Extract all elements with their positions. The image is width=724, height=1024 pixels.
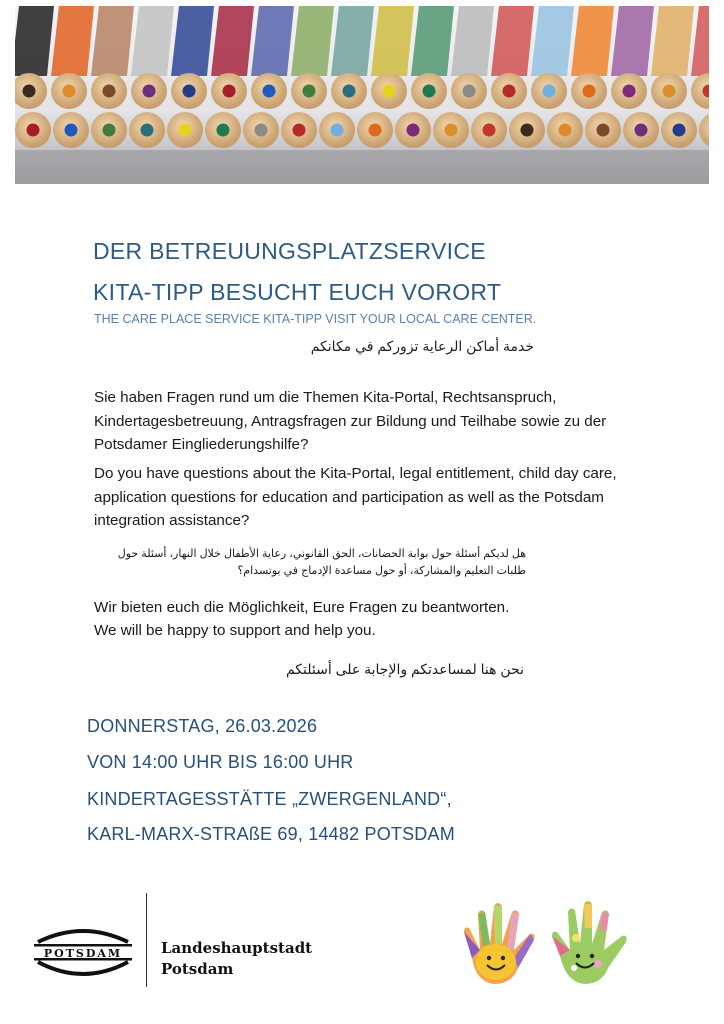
city-line2: Potsdam (161, 960, 234, 978)
question-paragraph-english: Do you have questions about the Kita-Portal, legal entitlement, child day care, application questions for education and participation as well as the Potsdam integration assistance? (94, 465, 617, 529)
subtitle-english: THE CARE PLACE SERVICE KITA-TIPP VISIT YOUR LOCAL CARE CENTER. (94, 312, 537, 326)
pencils-illustration (15, 6, 709, 184)
offer-text-english: We will be happy to support and help you. (94, 622, 376, 639)
footer-divider (146, 893, 147, 987)
left-hand-icon (464, 903, 535, 984)
page-title-line1: DER BETREUUNGSPLATZSERVICE (93, 238, 486, 264)
event-date: DONNERSTAG, 26.03.2026 (87, 716, 318, 736)
right-hand-icon (552, 901, 627, 984)
event-address: KARL-MARX-STRAßE 69, 14482 POTSDAM (87, 824, 455, 844)
page-title-line2: KITA-TIPP BESUCHT EUCH VORORT (93, 279, 502, 305)
question-paragraph-arabic: هل لديكم أسئلة حول بوابة الحضانات، الحق القانوني، رعاية الأطفال خلال النهار، أسئلة حول طلبات التعليم والمشاركة، أو حول مساعدة الإدماج في بوتسدام؟ (117, 548, 526, 577)
subtitle-arabic: خدمة أماكن الرعاية تزوركم في مكانكم (310, 338, 534, 354)
colored-pencils-image (15, 6, 709, 184)
offer-text-arabic: نحن هنا لمساعدتكم والإجابة على أسئلتكم (285, 661, 524, 677)
logo-text: POTSDAM (43, 947, 123, 960)
city-name (161, 938, 312, 980)
potsdam-logo (32, 928, 134, 978)
painted-hands-image (450, 898, 640, 990)
event-time: VON 14:00 UHR BIS 16:00 UHR (87, 752, 354, 772)
offer-text-german: Wir bieten euch die Möglichkeit, Eure Fragen zu beantworten. (94, 599, 510, 616)
city-line1: Landeshauptstadt (161, 939, 313, 957)
event-venue: KINDERTAGESSTÄTTE „ZWERGENLAND“, (87, 789, 452, 809)
question-paragraph-german: Sie haben Fragen rund um die Themen Kita-Portal, Rechtsanspruch, Kindertagesbetreuung, Antragsfragen zur Bildung und Teilhabe sowie zu der Potsdamer Eingliederungshilfe? (94, 389, 607, 453)
